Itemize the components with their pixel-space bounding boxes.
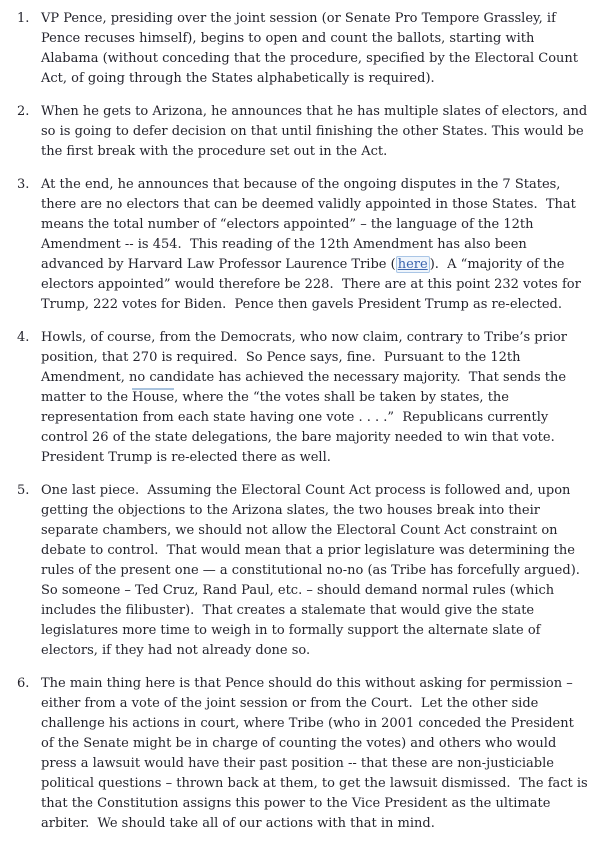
list-item-text-segment: Howls, of course, from the Democrats, who now claim, contrary to Tribe’s prior position, that 270 is required. So Pence says, fine. Pursuant to the 12th Amendment, no candidate has achieved the necessary majority. That sends the matter to the <box>41 330 572 405</box>
numbered-list <box>17 9 592 834</box>
list-item <box>17 328 588 468</box>
list-item-number: 6. <box>17 676 30 691</box>
list-item-text-segment: , where the “the votes shall be taken by states, the representation from each state having one vote . . . .” Republicans currently control 26 of the state delegations, the bare majority needed to win that vote. President Trump is re-elected there as well. <box>41 390 563 465</box>
list-item <box>17 175 588 315</box>
list-item-number: 4. <box>17 330 30 345</box>
list-item <box>17 674 592 834</box>
house-overlined-word: House <box>132 390 175 405</box>
list-item-text-segment: ). A “majority of the electors appointed” would therefore be 228. There are at this point 232 votes for Trump, 222 votes for Biden. Pence then gavels President Trump as re-elected. <box>41 257 585 312</box>
list-item <box>17 481 588 661</box>
list-item <box>17 102 592 162</box>
list-item-text: When he gets to Arizona, he announces that he has multiple slates of electors, and so is going to defer decision on that until finishing the other States. This would be the first break with the procedure set out in the Act. <box>41 104 592 159</box>
tribe-here-link[interactable]: here <box>397 257 428 272</box>
list-item-text: One last piece. Assuming the Electoral Count Act process is followed and, upon getting the objections to the Arizona slates, the two houses break into their separate chambers, we should not allow the Electoral Count Act constraint on debate to control. That would mean that a prior legislature was determining the rules of the present one — a constitutional no-no (as Tribe has forcefully argued). So someone – Ted Cruz, Rand Paul, etc. – should demand normal rules (which includes the filibuster). That creates a stalemate that would give the state legislatures more time to weigh in to formally support the alternate slate of electors, if they had not already done so. <box>41 483 589 658</box>
list-item-number: 5. <box>17 483 30 498</box>
list-item-number: 3. <box>17 177 30 192</box>
list-item-text: The main thing here is that Pence should do this without asking for permission – either from a vote of the joint session or from the Court. Let the other side challenge his actions in court, where Tribe (who in 2001 conceded the President of the Senate might be in charge of counting the votes) and others who would press a lawsuit would have their past position -- that these are non-justiciable political questions – thrown back at them, to get the lawsuit dismissed. The fact is that the Constitution assigns this power to the Vice President as the ultimate arbiter. We should take all of our actions with that in mind. <box>41 676 592 831</box>
list-item-text: VP Pence, presiding over the joint session (or Senate Pro Tempore Grassley, if Pence recuses himself), begins to open and count the ballots, starting with Alabama (without conceding that the procedure, specified by the Electoral Count Act, of going through the States alphabetically is required). <box>41 11 583 86</box>
list-item-text <box>41 175 588 315</box>
list-item-text-segment: At the end, he announces that because of the ongoing disputes in the 7 States, there are no electors that can be deemed validly appointed in those States. That means the total number of “electors appointed” – the language of the 12th Amendment -- is 454. This reading of the 12th Amendment has also been advanced by Harvard Law Professor Laurence Tribe ( <box>41 177 581 272</box>
list-item-text <box>41 328 588 468</box>
list-item-number: 2. <box>17 104 30 119</box>
list-item-number: 1. <box>17 11 30 26</box>
list-item <box>17 9 588 89</box>
